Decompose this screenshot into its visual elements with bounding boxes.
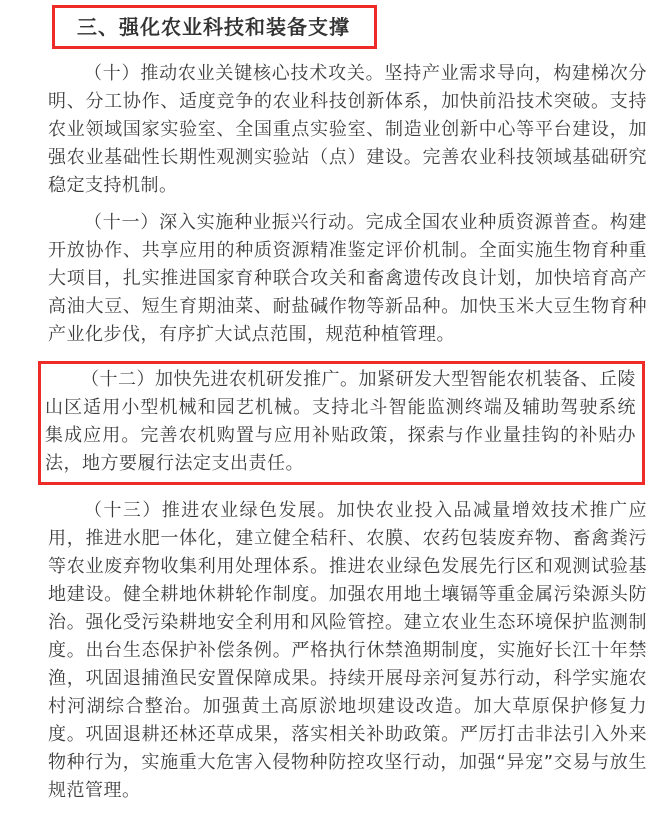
section-heading-highlight-box: [52, 5, 377, 49]
paragraph-13: （十三）推进农业绿色发展。加快农业投入品减量增效技术推广应用，推进水肥一体化，建立健全秸秆、农膜、农药包装废弃物、畜禽粪污等农业废弃物收集利用处理体系。推进农业绿色发展先行区和观测试验基地建设。健全耕地休耕轮作制度。加强农用地土壤镉等重金属污染源头防治。强化受污染耕地安全利用和风险管控。建立农业生态环境保护监测制度。出台生态保护补偿条例。严格执行休禁渔期制度，实施好长江十年禁渔，巩固退捕渔民安置保障成果。持续开展母亲河复苏行动，科学实施农村河湖综合整治。加强黄土高原淤地坝建设改造。加大草原保护修复力度。巩固退耕还林还草成果，落实相关补助政策。严厉打击非法引入外来物种行为，实施重大危害入侵物种防控攻坚行动，加强“异宠”交易与放生规范管理。: [48, 500, 647, 801]
document-content: [0, 49, 663, 828]
section-heading: 三、强化农业科技和装备支撑: [77, 15, 350, 39]
paragraph-11: （十一）深入实施种业振兴行动。完成全国农业种质资源普查。构建开放协作、共享应用的种质资源精准鉴定评价机制。全面实施生物育种重大项目，扎实推进国家育种联合攻关和畜禽遗传改良计划，加快培育高产高油大豆、短生育期油菜、耐盐碱作物等新品种。加快玉米大豆生物育种产业化步伐，有序扩大试点范围，规范种植管理。: [48, 212, 647, 345]
paragraph-10: （十）推动农业关键核心技术攻关。坚持产业需求导向，构建梯次分明、分工协作、适度竞争的农业科技创新体系，加快前沿技术突破。支持农业领域国家实验室、全国重点实验室、制造业创新中心等平台建设，加强农业基础性长期性观测实验站（点）建设。完善农业科技领域基础研究稳定支持机制。: [48, 63, 647, 196]
paragraph-12: （十二）加快先进农机研发推广。加紧研发大型智能农机装备、丘陵山区适用小型机械和园艺机械。支持北斗智能监测终端及辅助驾驶系统集成应用。完善农机购置与应用补贴政策，探索与作业量挂钩的补贴办法，地方要履行法定支出责任。: [45, 369, 636, 474]
paragraph-12-highlight-box: [38, 361, 645, 485]
